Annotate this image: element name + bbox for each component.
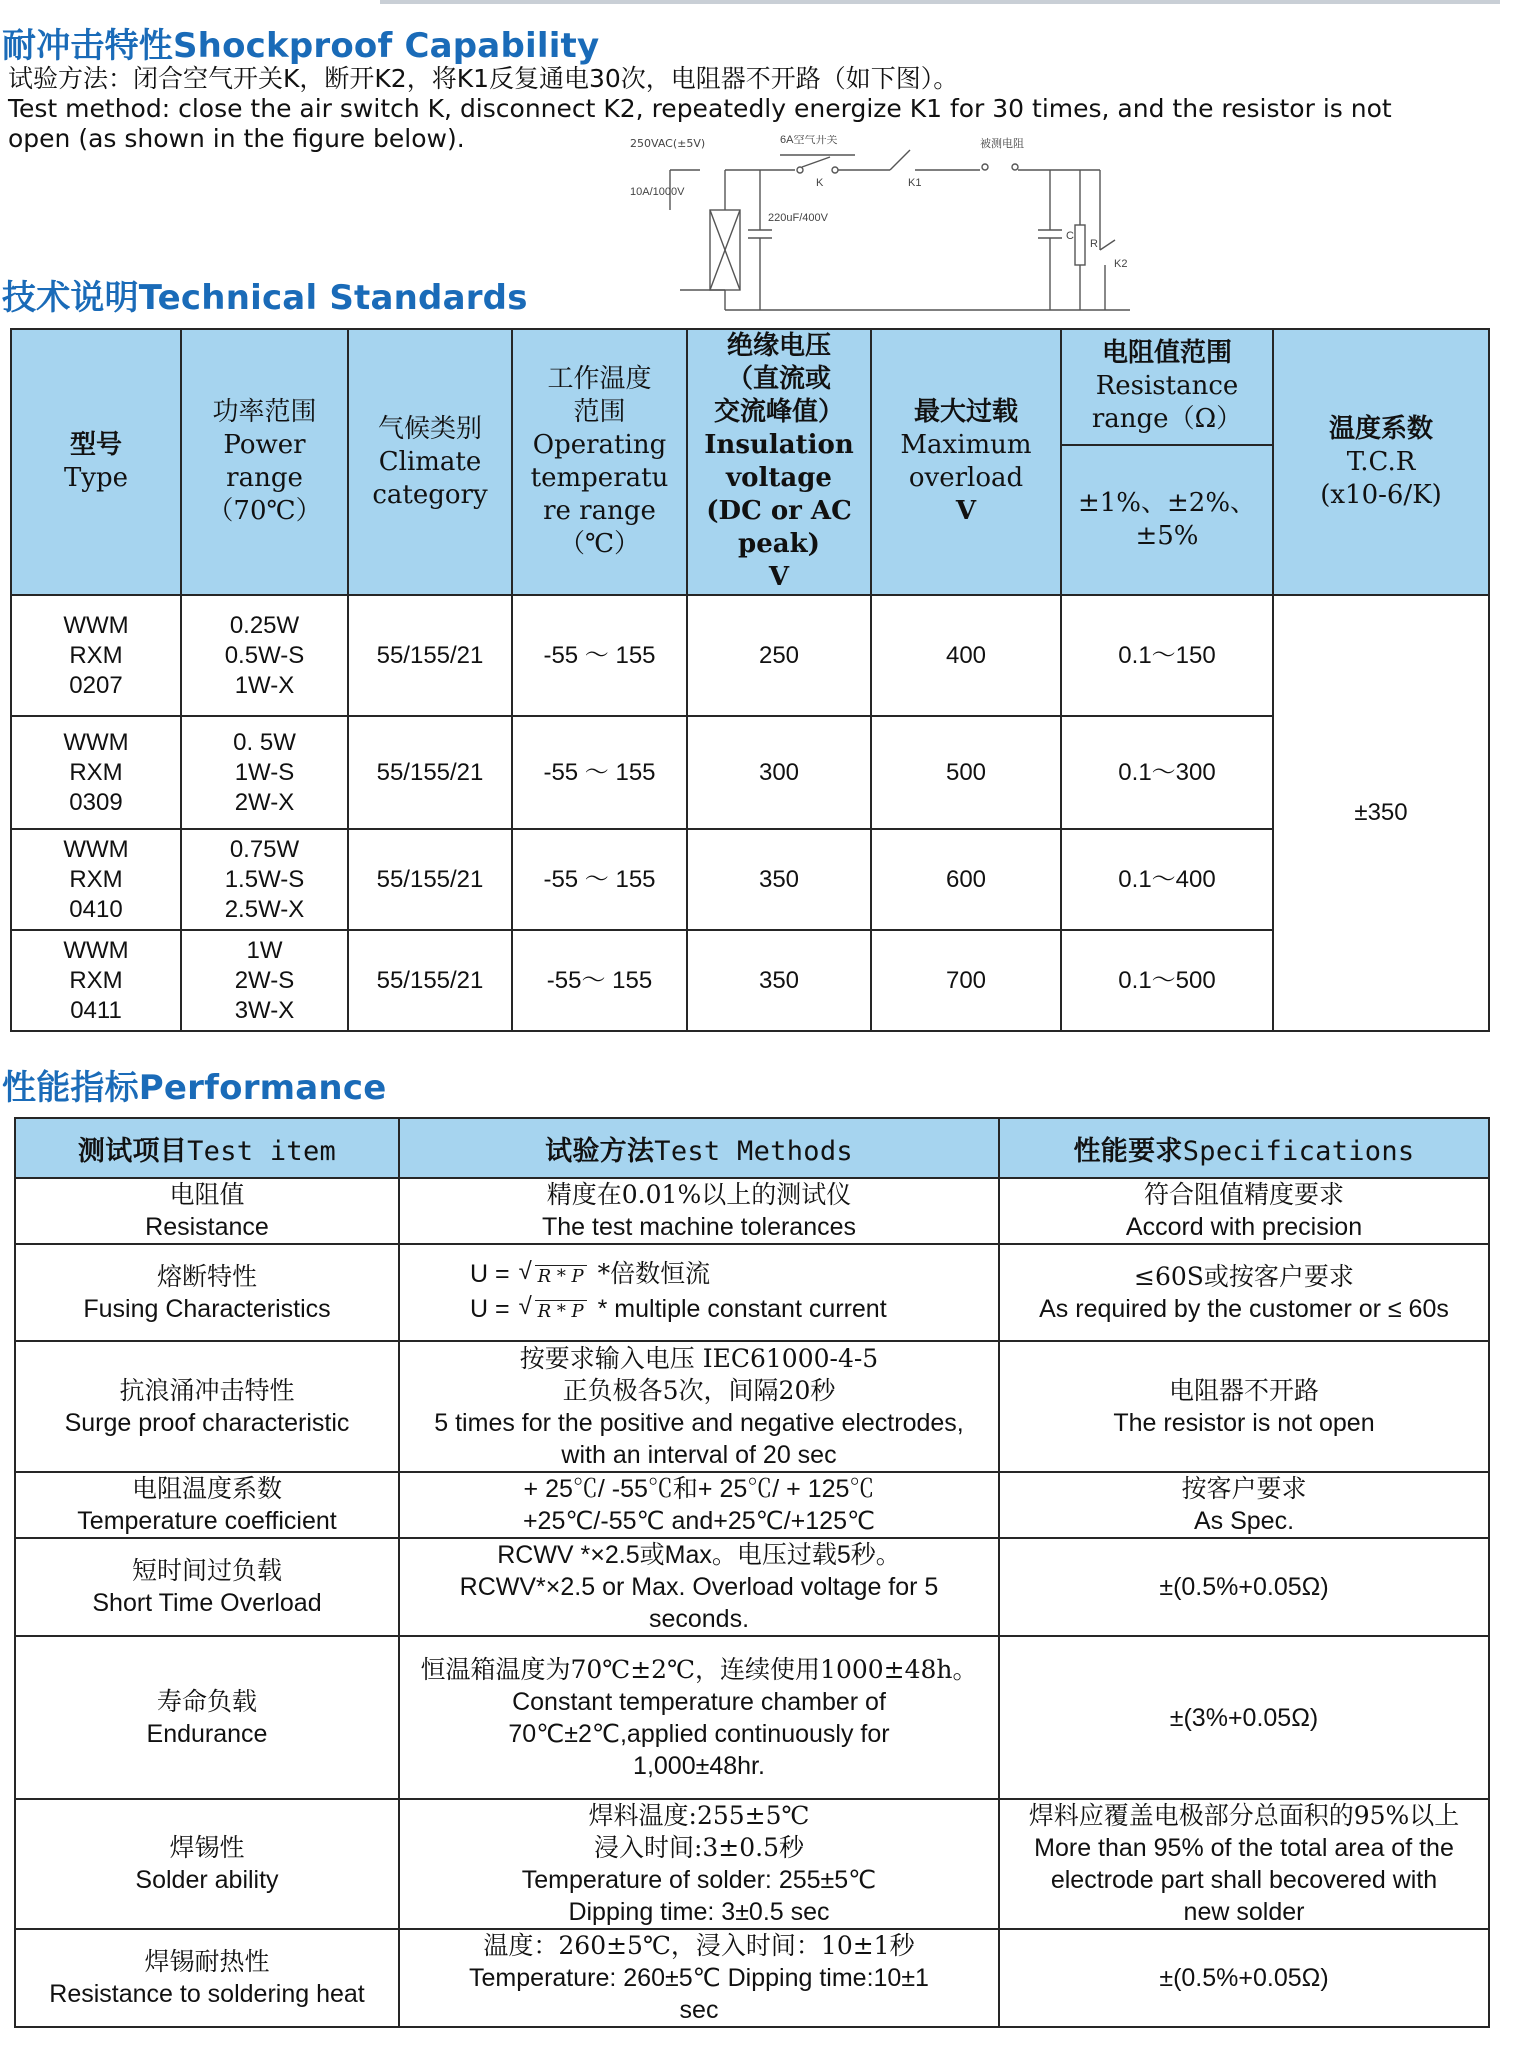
cell-spec: ≤60S或按客户要求 As required by the customer or ≤ 60s [999,1244,1489,1341]
switch-k-contact-b [832,167,838,173]
header-specifications: 性能要求Specifications [999,1118,1489,1178]
tech-row [11,930,1489,1031]
circuit-source-label: 250VAC(±5V) [630,137,706,150]
tech-header-row [11,329,1489,445]
cell-climate: 55/155/21 [348,595,512,716]
cell-item: 熔断特性 Fusing Characteristics [15,1244,399,1341]
circuit-k-label: K [816,177,824,189]
shockproof-en-line1: Test method: close the air switch K, disconnect K2, repeatedly energize K1 for 30 times, and the resistor is not [8,94,1392,123]
technical-heading: 技术说明Technical Standards [2,278,528,318]
cell-insulation: 350 [687,829,871,930]
cell-spec: 焊料应覆盖电极部分总面积的95%以上 More than 95% of the total area of the electrode part shall becovered with new solder [999,1799,1489,1929]
dut-terminal-b [1012,164,1018,170]
cell-temp: -55～ 155 [512,930,687,1031]
cell-spec: ±(3%+0.05Ω) [999,1636,1489,1799]
cell-temp: -55 ～ 155 [512,716,687,829]
cell-resistance: 0.1～400 [1061,829,1273,930]
cell-spec: 电阻器不开路 The resistor is not open [999,1341,1489,1472]
cell-temp: -55 ～ 155 [512,595,687,716]
circuit-bridge-label: 10A/1000V [630,186,685,198]
cell-item: 电阻值 Resistance [15,1178,399,1244]
circuit-k2-label: K2 [1114,258,1128,270]
header-test-item: 测试项目Test item [15,1118,399,1178]
cell-method: 按要求输入电压 IEC61000-4-5 正负极各5次，间隔20秒 5 times for the positive and negative electrodes, with an interval of 20 sec [399,1341,999,1472]
shockproof-cn-text: 试验方法：闭合空气开关K，断开K2，将K1反复通电30次，电阻器不开路（如下图）。 [8,64,959,93]
cell-spec: ±(0.5%+0.05Ω) [999,1929,1489,2027]
tech-row [11,716,1489,829]
cell-type: WWM RXM 0309 [11,716,181,829]
cell-method: 精度在0.01%以上的测试仪 The test machine tolerances [399,1178,999,1244]
cell-item: 寿命负载 Endurance [15,1636,399,1799]
header-test-methods: 试验方法Test Methods [399,1118,999,1178]
cell-overload: 700 [871,930,1061,1031]
cell-resistance: 0.1～150 [1061,595,1273,716]
cell-item: 焊锡耐热性 Resistance to soldering heat [15,1929,399,2027]
circuit-k1-label: K1 [908,177,922,189]
shockproof-circuit-diagram [630,135,1150,315]
cell-spec: 按客户要求 As Spec. [999,1472,1489,1538]
tech-row [11,595,1489,716]
cell-insulation: 250 [687,595,871,716]
header-operating-temp: 工作温度 范围 Operating temperatu re range （℃） [512,329,687,595]
switch-k-contact-a [797,167,803,173]
sqrt-icon: √ [518,1257,532,1285]
switch-k2-blade [1100,240,1115,250]
header-climate: 气候类别 Climate category [348,329,512,595]
sqrt-formula: √ R * P [519,1258,587,1293]
dut-terminal-a [982,164,988,170]
cell-method: RCWV *×2.5或Max。电压过载5秒。 RCWV*×2.5 or Max. Overload voltage for 5 seconds. [399,1538,999,1636]
cell-type: WWM RXM 0207 [11,595,181,716]
perf-row-resistance [15,1178,1489,1244]
header-power: 功率范围 Power range （70℃） [181,329,348,595]
header-tcr: 温度系数 T.C.R (x10-6/K) [1273,329,1489,595]
cell-method: 温度：260±5℃，浸入时间：10±1秒 Temperature: 260±5℃ Dipping time:10±1 sec [399,1929,999,2027]
performance-heading: 性能指标Performance [2,1068,387,1108]
header-max-overload: 最大过载 Maximum overload V [871,329,1061,595]
cell-overload: 400 [871,595,1061,716]
cell-climate: 55/155/21 [348,716,512,829]
switch-k-blade [802,157,830,167]
perf-row-endurance [15,1636,1489,1799]
perf-row-soldering-heat [15,1929,1489,2027]
cell-resistance: 0.1～500 [1061,930,1273,1031]
cell-overload: 500 [871,716,1061,829]
circuit-c-label: C [1066,230,1074,242]
cell-method: U = √ R * P *倍数恒流 U = √ R * P * multiple constant current [399,1244,999,1341]
switch-k1-blade [890,150,910,170]
cell-power: 0. 5W 1W-S 2W-X [181,716,348,829]
cell-method: + 25℃/ -55℃和+ 25℃/ + 125℃ +25℃/-55℃ and+25℃/+125℃ [399,1472,999,1538]
cell-overload: 600 [871,829,1061,930]
cell-spec: ±(0.5%+0.05Ω) [999,1538,1489,1636]
cell-insulation: 300 [687,716,871,829]
perf-row-fusing [15,1244,1489,1341]
cell-item: 短时间过负载 Short Time Overload [15,1538,399,1636]
shockproof-en-line2: open (as shown in the figure below). [8,124,465,153]
header-insulation-voltage: 绝缘电压 （直流或 交流峰值） Insulation voltage (DC or AC peak) V [687,329,871,595]
circuit-cap-label: 220uF/400V [768,212,828,224]
cell-spec: 符合阻值精度要求 Accord with precision [999,1178,1489,1244]
circuit-switch-label: 6A空气开关 [780,135,838,146]
technical-standards-table [10,328,1490,1032]
perf-row-surge [15,1341,1489,1472]
cell-method: 焊料温度:255±5℃ 浸入时间:3±0.5秒 Temperature of solder: 255±5℃ Dipping time: 3±0.5 sec [399,1799,999,1929]
cell-climate: 55/155/21 [348,829,512,930]
perf-row-solderability [15,1799,1489,1929]
cell-item: 电阻温度系数 Temperature coefficient [15,1472,399,1538]
cell-temp: -55 ～ 155 [512,829,687,930]
circuit-dut-label: 被测电阻 [980,138,1024,150]
tech-row [11,829,1489,930]
sqrt-icon: √ [518,1292,532,1320]
perf-row-temp-coefficient [15,1472,1489,1538]
header-resistance-range: 电阻值范围 Resistance range（Ω） [1061,329,1273,445]
circuit-r-label: R [1090,238,1098,250]
cell-insulation: 350 [687,930,871,1031]
cell-item: 焊锡性 Solder ability [15,1799,399,1929]
perf-header-row [15,1118,1489,1178]
cell-tcr: ±350 [1273,595,1489,1031]
top-divider [380,0,1500,4]
resistor-r [1075,225,1085,265]
shockproof-heading: 耐冲击特性Shockproof Capability [2,26,600,66]
cell-method: 恒温箱温度为70℃±2℃，连续使用1000±48h。 Constant temperature chamber of 70℃±2℃,applied continuously for 1,000±48hr. [399,1636,999,1799]
cell-type: WWM RXM 0410 [11,829,181,930]
performance-table [14,1117,1490,2028]
cell-power: 1W 2W-S 3W-X [181,930,348,1031]
cell-item: 抗浪涌冲击特性 Surge proof characteristic [15,1341,399,1472]
cell-climate: 55/155/21 [348,930,512,1031]
cell-power: 0.25W 0.5W-S 1W-X [181,595,348,716]
cell-power: 0.75W 1.5W-S 2.5W-X [181,829,348,930]
sqrt-formula: √ R * P [519,1293,587,1328]
cell-type: WWM RXM 0411 [11,930,181,1031]
cell-resistance: 0.1～300 [1061,716,1273,829]
header-resistance-tolerance: ±1%、±2%、 ±5% [1061,445,1273,595]
header-type: 型号 Type [11,329,181,595]
perf-row-short-overload [15,1538,1489,1636]
